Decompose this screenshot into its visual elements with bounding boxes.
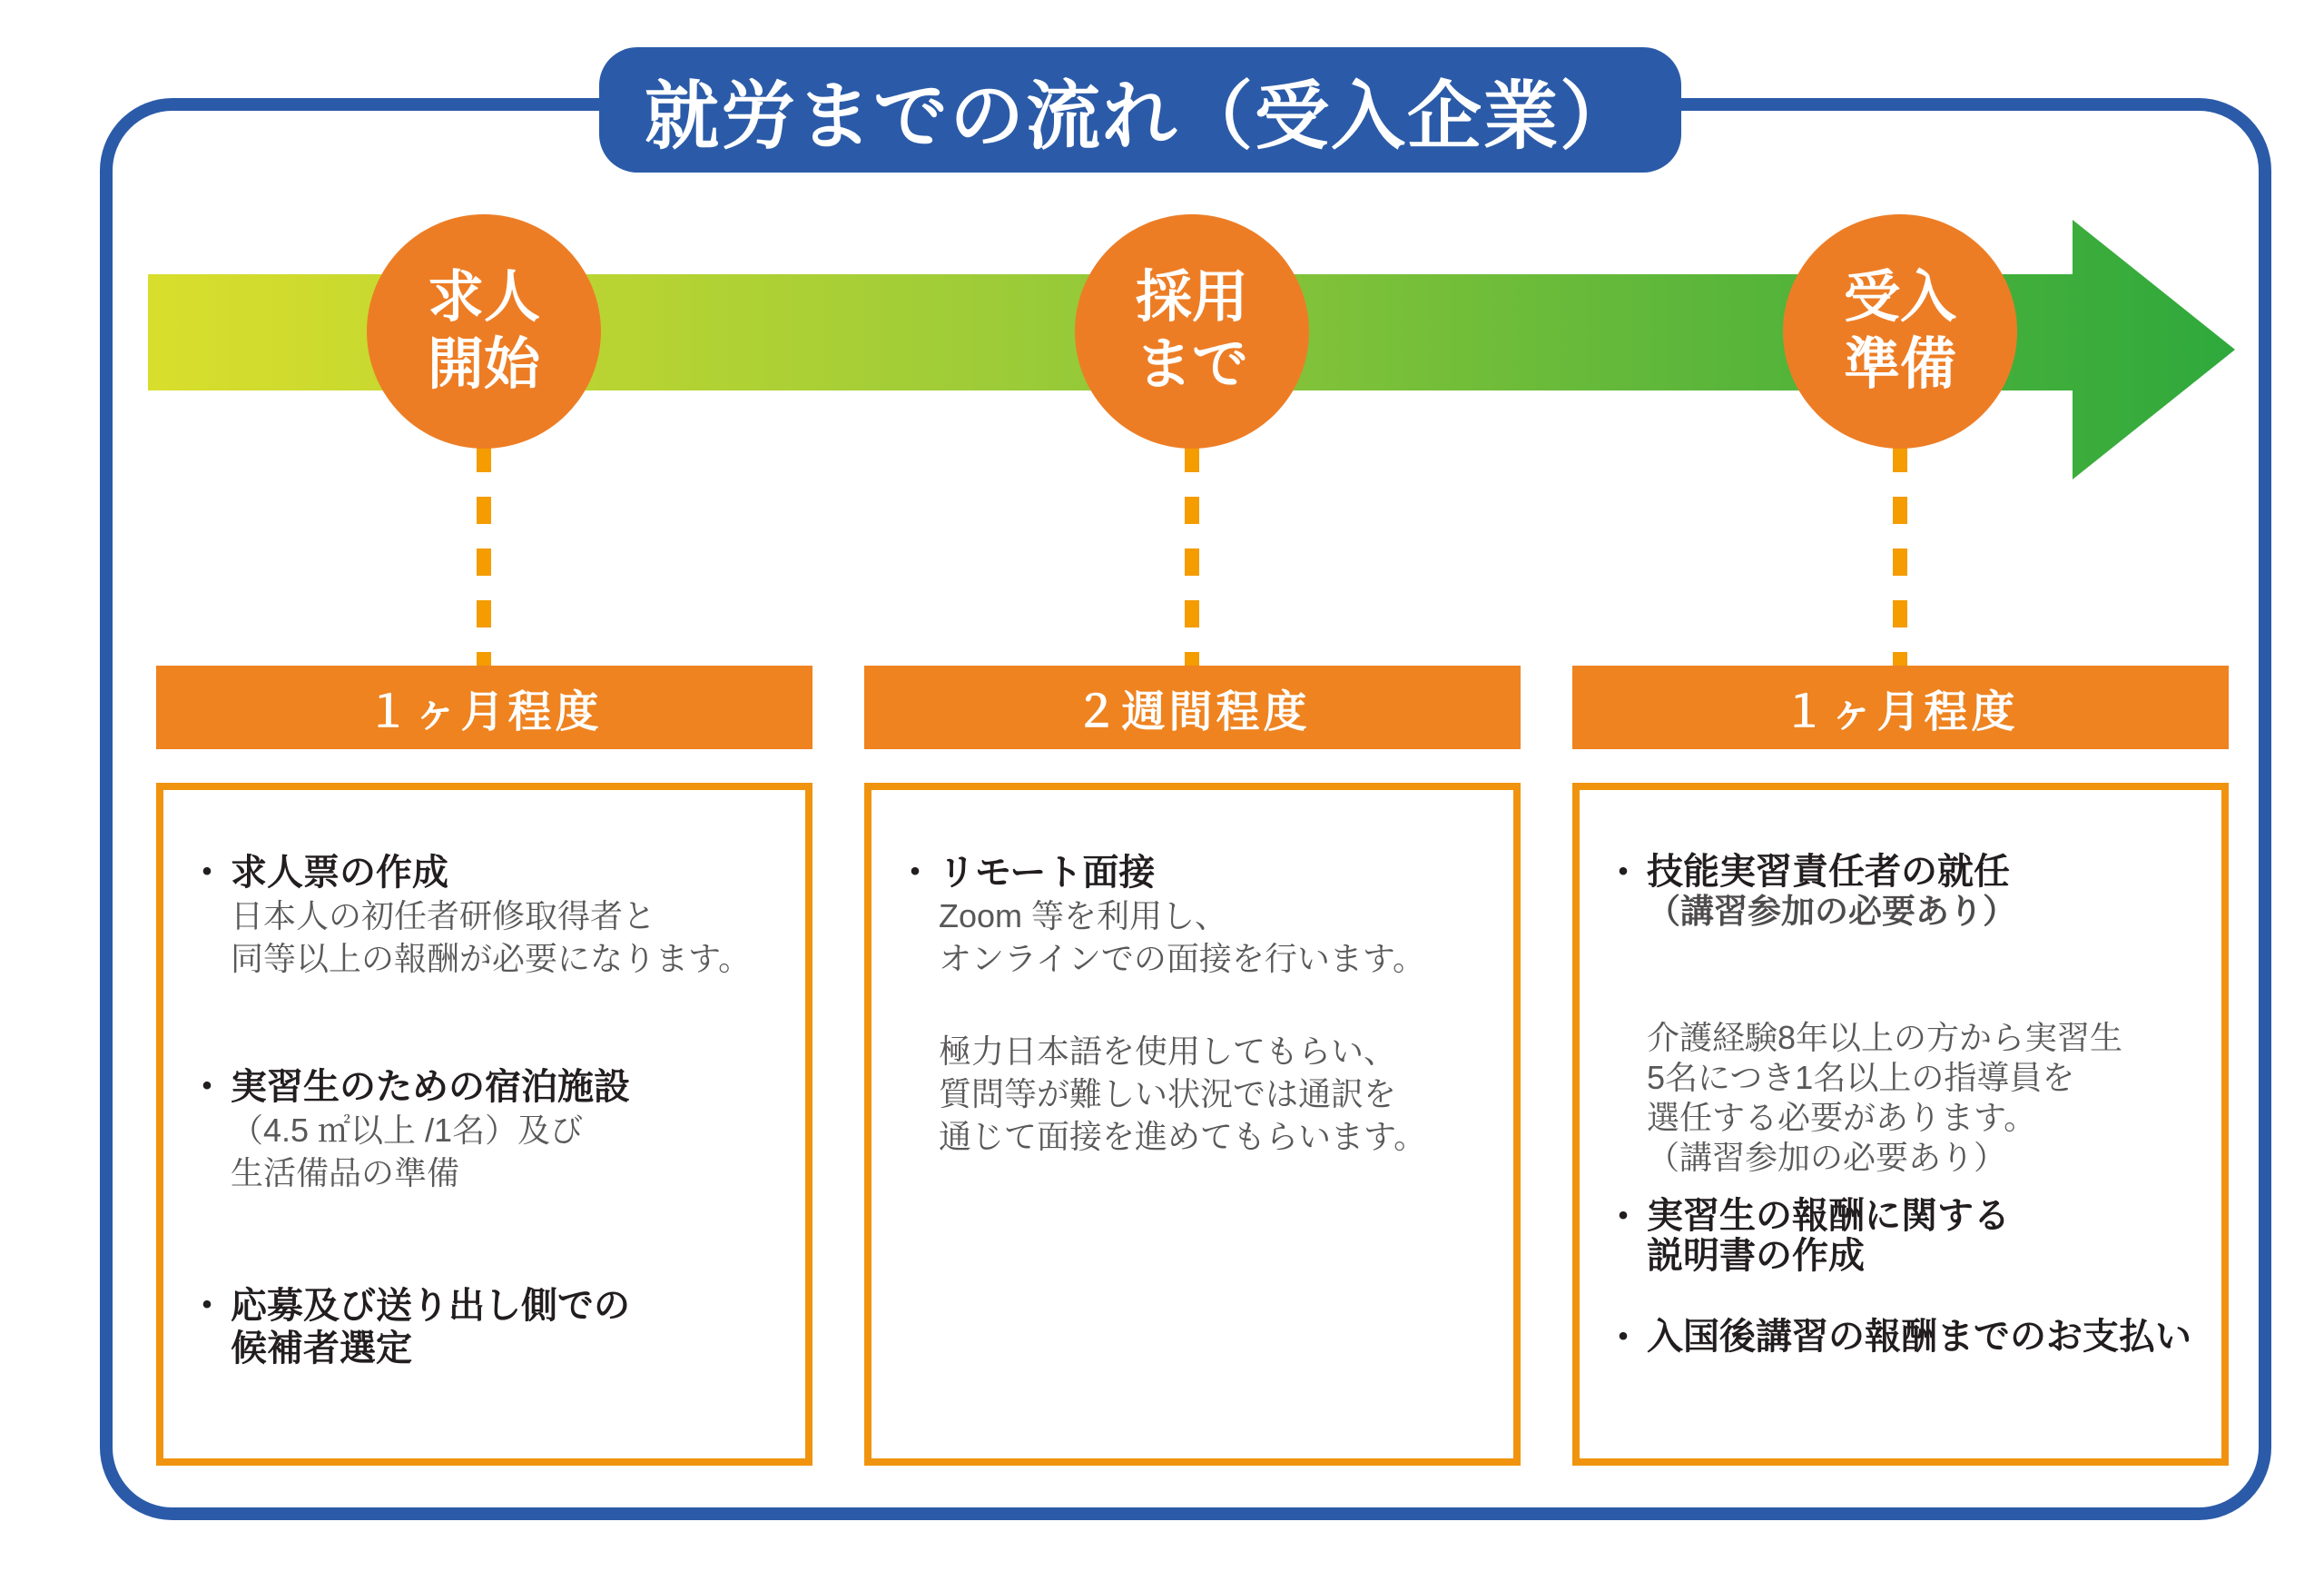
bullet-marker: ・ — [1605, 1197, 1641, 1237]
bullet-body-line: （4.5 ㎡以上 /1名）及び — [231, 1112, 584, 1149]
step-circle-recruitment-start — [367, 214, 601, 449]
note-paragraph — [939, 1030, 1490, 1158]
dashed-connector — [1893, 445, 1907, 666]
step-box-recruitment — [156, 783, 812, 1466]
bullet-item — [189, 852, 782, 980]
step-label-line2: まで — [1135, 333, 1248, 396]
step-label-line1: 求人 — [427, 266, 540, 329]
paragraph-line: 選任する必要があります。 — [1647, 1099, 2037, 1136]
bullet-title: 応募及び送り出し側での — [231, 1286, 630, 1326]
duration-bar-3 — [1572, 666, 2229, 749]
bullet-marker: ・ — [189, 1067, 225, 1107]
paragraph-line: （講習参加の必要あり） — [1647, 1139, 2007, 1176]
dashed-connector — [477, 445, 491, 666]
duration-label: ２週間程度 — [1074, 687, 1311, 736]
bullet-body-line: オンラインでの面接を行います。 — [939, 940, 1426, 977]
step-label-line1: 採用 — [1135, 266, 1248, 329]
bullet-marker: ・ — [189, 853, 225, 893]
dashed-connector — [1185, 445, 1199, 666]
step-label-line2: 準備 — [1843, 333, 1956, 396]
bullet-body-line: 日本人の初任者研修取得者と — [231, 897, 656, 934]
bullet-body-line: Zoom 等を利用し、 — [939, 897, 1228, 934]
paragraph-line: 5名につき1名以上の指導員を — [1647, 1059, 2075, 1096]
bullet-title: 求人票の作成 — [231, 853, 448, 893]
bullet-title: 技能実習責任者の就任 — [1647, 852, 2010, 892]
duration-label: １ヶ月程度 — [366, 687, 603, 736]
step-box-interview — [864, 783, 1521, 1466]
bullet-body-line: 生活備品の準備 — [231, 1154, 460, 1191]
paragraph-line: 通じて面接を進めてもらいます。 — [939, 1118, 1427, 1155]
step-circle-hiring — [1075, 214, 1309, 449]
bullet-item — [1605, 1196, 2198, 1276]
bullet-marker: ・ — [1605, 1318, 1641, 1358]
bullet-title: リモート面接 — [939, 853, 1156, 893]
paragraph-line: 質問等が難しい状況では通訳を — [939, 1075, 1397, 1112]
duration-bar-2 — [864, 666, 1521, 749]
bullet-item — [1605, 1317, 2198, 1359]
bullet-title: 候補者選定 — [231, 1329, 412, 1368]
bullet-item — [897, 852, 1490, 980]
bullet-body-line: 同等以上の報酬が必要になります。 — [231, 940, 752, 977]
step-label-line1: 受入 — [1843, 266, 1956, 329]
paragraph-line: 極力日本語を使用してもらい、 — [939, 1033, 1397, 1070]
note-paragraph — [1647, 1018, 2198, 1178]
bullet-title: 実習生のための宿泊施設 — [231, 1067, 630, 1107]
bullet-title: 入国後講習の報酬までのお支払い — [1647, 1317, 2191, 1357]
bullet-title: 説明書の作成 — [1647, 1236, 1865, 1276]
title-banner — [599, 47, 1681, 173]
step-box-acceptance-prep — [1572, 783, 2229, 1466]
step-circle-acceptance-prep — [1783, 214, 2017, 449]
bullet-item — [189, 1285, 782, 1370]
bullet-marker: ・ — [189, 1286, 225, 1326]
page-title: 就労までの流れ（受入企業） — [644, 74, 1636, 158]
bullet-title: 実習生の報酬に関する — [1647, 1196, 2010, 1236]
bullet-item — [189, 1066, 782, 1194]
bullet-marker: ・ — [897, 853, 933, 893]
bullet-item — [1605, 852, 2198, 932]
bullet-subtitle: （講習参加の必要あり） — [1647, 893, 2016, 930]
step-label-line2: 開始 — [427, 333, 540, 396]
paragraph-line: 介護経験8年以上の方から実習生 — [1647, 1019, 2123, 1056]
duration-bar-1 — [156, 666, 812, 749]
bullet-marker: ・ — [1605, 853, 1641, 893]
duration-label: １ヶ月程度 — [1782, 687, 2019, 736]
